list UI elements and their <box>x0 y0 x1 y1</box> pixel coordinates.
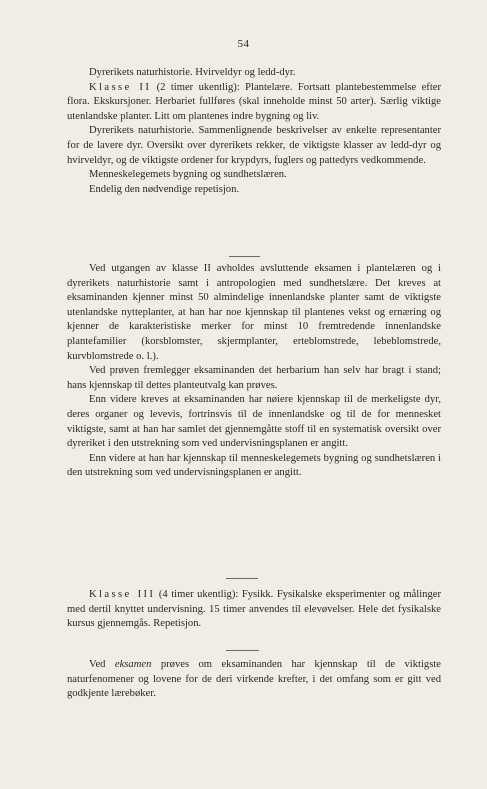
section-divider <box>226 578 258 579</box>
paragraph: Enn videre at han har kjennskap til menneskelegemets bygning og sundhetslæren i den utstrekning som ved undervisningsplanen er angitt. <box>67 452 441 479</box>
paragraph <box>67 588 441 632</box>
paragraph: Ved utgangen av klasse II avholdes avsluttende eksamen i plantelæren og i dyrerikets naturhistorie samt i antropologien med sundhetslære. Det kreves at eksaminanden kjenner minst 50 almindelige innenlandske planter samt de viktigste utenlandske nytteplanter, at han har noe kjennskap til plantenes vekst og ernæring og kjenner de karakteristiske merker for minst 10 fremtredende innenlandske plantefamilier (korsblomster, skjermplanter, erteblomstrede, lebeblomstrede, kurvblomstrede o. l.). <box>67 263 441 362</box>
section-class-ii-exam <box>67 262 441 481</box>
class-heading: Klasse II <box>89 81 152 93</box>
paragraph: Dyrerikets naturhistorie. Sammenlignende beskrivelser av enkelte representanter for de lavere dyr. Oversikt over dyrerikets rekker, de viktigste klasser av ledd-dyr og hvirveldyr, og de viktigste ordener for krypdyrs, fuglers og pattedyrs vedkommende. <box>67 125 441 166</box>
paragraph-text: Ved <box>89 659 115 670</box>
paragraph: Dyrerikets naturhistorie. Hvirveldyr og ledd-dyr. <box>89 67 296 78</box>
paragraph: Endelig den nødvendige repetisjon. <box>89 183 240 195</box>
paragraph: Ved prøven fremlegger eksaminanden det herbarium han selv har bragt i stand; hans kjennskap til dettes planteutvalg kan prøves. <box>67 365 441 391</box>
paragraph: Enn videre kreves at eksaminanden har nøiere kjennskap til de merkeligste dyr, deres organer og levevis, fortrinsvis til de innenlandske og til de for mennesket viktigste, samt at han har samlet det gjennemgåtte stoff til en systematisk oversikt over dyreriket i den utstrekning som ved undervisningsplanen er angitt. <box>67 394 441 450</box>
page-number: 54 <box>237 38 250 50</box>
section-class-ii-curriculum <box>67 66 441 197</box>
paragraph <box>67 658 441 702</box>
section-divider <box>229 256 260 257</box>
section-divider <box>226 650 259 651</box>
section-class-iii-exam <box>67 658 441 702</box>
paragraph-text: (4 timer ukentlig): Fysikk. Fysikalske eksperimenter og målinger med dertil knyttet undervisning. 15 timer anvendes til elevøvelser. Hele det fysikalske kursus gjennemgås. Repetisjon. <box>67 589 441 630</box>
section-class-iii-curriculum <box>67 588 441 632</box>
paragraph-text: prøves om eksaminanden har kjennskap til de viktigste naturfenomener og lovene for de deri virkende krefter, i det omfang som er gitt ved godkjente lærebøker. <box>67 659 441 700</box>
emphasis-exam: eksamen <box>114 659 152 670</box>
paragraph: Menneskelegemets bygning og sundhetslæren. <box>89 169 287 181</box>
paragraph <box>67 81 441 125</box>
paragraph-text: (2 timer ukentlig): Plantelære. Fortsatt plantebestemmelse efter flora. Ekskursjoner. Herbariet fullføres (skal inneholde minst 50 arter). Særlig viktige utenlandske planter. Litt om plantenes indre bygning og liv. <box>67 81 441 122</box>
class-heading: Klasse III <box>89 589 156 600</box>
